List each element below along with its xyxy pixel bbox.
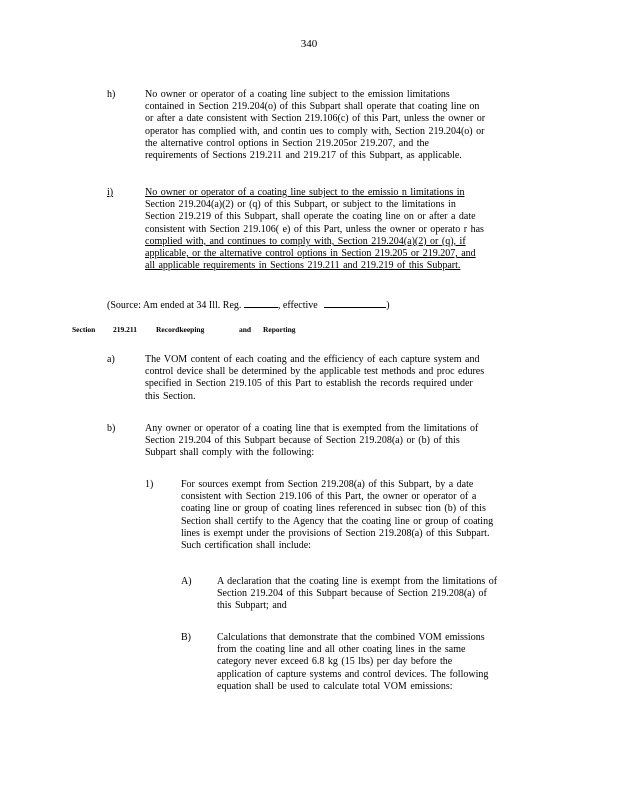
section-title-part-3: Reporting bbox=[263, 325, 296, 334]
item-b-text bbox=[145, 423, 540, 460]
item-i-marker: i) bbox=[107, 187, 114, 198]
item-i-line: No owner or operator of a coating line subject to the emissio n limitations in bbox=[145, 187, 465, 198]
item-h-line: or after a date consistent with Section 219.106(c) of this Part, unless the owner or bbox=[145, 113, 486, 125]
item-h-line: the alternative control options in Section 219.205or 219.207, and the bbox=[145, 137, 429, 149]
item-b1-marker: 1) bbox=[145, 479, 154, 490]
item-i-line: Section 219.204(a)(2) or (q) of this Subpart, or subject to the limitations in bbox=[145, 199, 456, 211]
item-B-line: category never exceed 6.8 kg (15 lbs) per day before the bbox=[217, 656, 453, 668]
item-B-line: Calculations that demonstrate that the combined VOM emissions bbox=[217, 632, 485, 643]
page-number: 340 bbox=[300, 38, 318, 50]
item-b1-line: coating line or group of coating lines referenced in subsec tion (b) of this bbox=[181, 503, 486, 515]
item-b1-line: Section shall certify to the Agency that the coating line or group of coating bbox=[181, 515, 494, 527]
source-text-end: ) bbox=[386, 300, 390, 311]
item-a-line: specified in Section 219.105 of this Part to establish the records required under bbox=[145, 378, 473, 390]
item-h-line: contained in Section 219.204(o) of this Subpart shall operate that coating line on bbox=[145, 101, 480, 113]
item-A-text bbox=[217, 576, 547, 613]
item-b-line: Section 219.204 of this Subpart because of Section 219.208(a) or (b) of this bbox=[145, 435, 460, 447]
item-a-text bbox=[145, 354, 540, 403]
item-A-line: A declaration that the coating line is exempt from the limitations of bbox=[217, 576, 498, 587]
item-b1-line: consistent with Section 219.106 of this Part, the owner or operator of a bbox=[181, 491, 477, 503]
item-B-line: from the coating line and all other coating lines in the same bbox=[217, 644, 466, 656]
effective-date-blank bbox=[324, 298, 386, 308]
item-h-line: No owner or operator of a coating line subject to the emission limitations bbox=[145, 89, 450, 100]
item-b-line: Subpart shall comply with the following: bbox=[145, 447, 315, 459]
register-blank bbox=[244, 298, 278, 308]
item-i-line: applicable, or the alternative control options in Section 219.205 or 219.207, and bbox=[145, 248, 476, 260]
item-i-line: complied with, and continues to comply with, Section 219.204(a)(2) or (q), if bbox=[145, 235, 466, 247]
item-b-line: Any owner or operator of a coating line that is exempted from the limitations of bbox=[145, 423, 479, 434]
item-i-text bbox=[145, 187, 545, 272]
item-B-text bbox=[217, 632, 537, 693]
section-label: Section bbox=[72, 325, 96, 334]
item-b1-line: For sources exempt from Section 219.208(a) of this Subpart, by a date bbox=[181, 479, 474, 490]
item-h-line: requirements of Sections 219.211 and 219.217 of this Subpart, as applicable. bbox=[145, 150, 462, 162]
item-i-line: Section 219.219 of this Subpart, shall operate the coating line on or after a date bbox=[145, 211, 476, 223]
item-B-marker: B) bbox=[181, 632, 191, 643]
source-text-start: (Source: Am ended at 34 Ill. Reg. bbox=[107, 300, 242, 311]
section-number: 219.211 bbox=[113, 325, 137, 334]
item-b-marker: b) bbox=[107, 423, 116, 434]
item-h-text bbox=[145, 89, 540, 162]
item-b1-line: lines is exempt under the provisions of Section 219.208(a) of this Subpart. bbox=[181, 527, 490, 539]
item-a-line: control device shall be determined by the applicable test methods and proc edures bbox=[145, 366, 485, 378]
item-B-line: equation shall be used to calculate total VOM emissions: bbox=[217, 680, 453, 692]
item-A-marker: A) bbox=[181, 576, 192, 587]
item-b1-text bbox=[181, 479, 546, 552]
item-i-line: consistent with Section 219.106( e) of this Part, unless the owner or operato r has bbox=[145, 223, 484, 235]
item-i-line: all applicable requirements in Sections 219.211 and 219.219 of this Subpart. bbox=[145, 260, 461, 272]
section-title-part-2: and bbox=[239, 325, 252, 334]
item-b1-line: Such certification shall include: bbox=[181, 540, 311, 552]
source-text-middle: , effective bbox=[277, 300, 318, 311]
item-a-marker: a) bbox=[107, 354, 115, 365]
item-a-line: The VOM content of each coating and the efficiency of each capture system and bbox=[145, 354, 480, 365]
item-h-marker: h) bbox=[107, 89, 116, 100]
item-A-line: this Subpart; and bbox=[217, 600, 287, 612]
section-title-part-1: Recordkeeping bbox=[156, 325, 205, 334]
item-h-line: operator has complied with, and contin ues to comply with, Section 219.204(o) or bbox=[145, 125, 485, 137]
item-a-line: this Section. bbox=[145, 390, 196, 402]
source-note bbox=[107, 298, 390, 312]
item-B-line: application of capture systems and control devices. The following bbox=[217, 668, 489, 680]
item-A-line: Section 219.204 of this Subpart because of Section 219.208(a) of bbox=[217, 588, 487, 600]
